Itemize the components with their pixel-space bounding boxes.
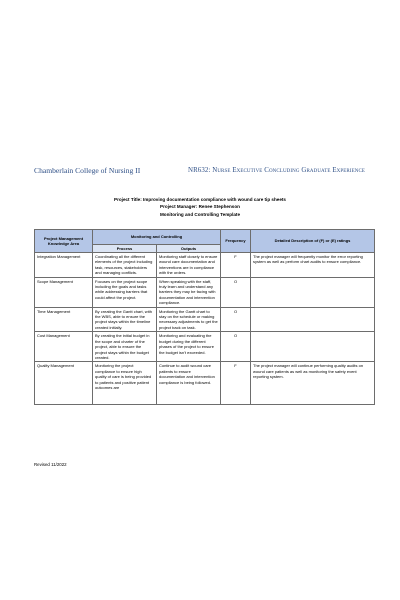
header-area: Project Management Knowledge Area bbox=[35, 230, 93, 253]
row-process: Monitoring the project compliance to ensure high quality of care is being provided to patients and positive patient outcomes are bbox=[95, 363, 152, 390]
row-description bbox=[251, 277, 375, 307]
header-description: Detailed Description of (F) or (E) ratings bbox=[251, 230, 375, 253]
row-outputs: When speaking with the staff, truly learn and understand any barriers they may be facing with documentation and intervention compliance. bbox=[157, 277, 221, 307]
row-description bbox=[251, 332, 375, 362]
row-frequency: O bbox=[221, 277, 251, 307]
college-name: Chamberlain College of Nursing II bbox=[34, 166, 141, 175]
row-frequency: O bbox=[221, 307, 251, 332]
row-area: Integration Management bbox=[35, 253, 93, 278]
row-process: Focuses on the project scope including the goals and tasks while addressing barriers that could affect the project. bbox=[93, 277, 157, 307]
header-row bbox=[35, 230, 375, 245]
row-description: The project manager will continue performing quality audits on wound care patients as well as monitoring the safety event reporting system. bbox=[251, 362, 375, 405]
row-frequency: O bbox=[221, 332, 251, 362]
row-area: Time Management bbox=[35, 307, 93, 332]
revision-note: Revised 11/2022 bbox=[34, 462, 67, 467]
table-row bbox=[35, 362, 375, 405]
header-process: Process bbox=[93, 245, 157, 253]
row-process-cell bbox=[93, 362, 157, 405]
row-process: By creating the initial budget in the scope and charter of the project, able to ensure the project stays within the budget created. bbox=[93, 332, 157, 362]
row-description: The project manager will frequently monitor the error reporting system as well as perform chart audits to ensure compliance. bbox=[251, 253, 375, 278]
table-row bbox=[35, 277, 375, 307]
row-outputs: Continue to audit wound care patients to ensure documentation and intervention compliance is being followed. bbox=[157, 362, 221, 405]
row-process: By creating the Gantt chart, with the WBS, able to ensure the project stays within the timeline created initially. bbox=[93, 307, 157, 332]
table-row bbox=[35, 307, 375, 332]
template-name: Monitoring and Controlling Template bbox=[159, 211, 241, 217]
row-outputs: Monitoring and evaluating the budget during the different phases of the project to ensure the budget isn't exceeded. bbox=[157, 332, 221, 362]
row-outputs: Monitoring staff closely to ensure wound care documentation and interventions are in compliance with the orders. bbox=[157, 253, 221, 278]
row-outputs: Monitoring the Gantt chart to stay on the schedule or making necessary adjustments to get the project back on task. bbox=[157, 307, 221, 332]
table-row bbox=[35, 332, 375, 362]
row-process: Coordinating all the different elements of the project including task, resources, stakeholders and managing conflicts. bbox=[93, 253, 157, 278]
header-monitoring: Monitoring and Controlling bbox=[93, 230, 221, 245]
row-area: Quality Management bbox=[35, 362, 93, 405]
course-title: NR632: Nurse Executive Concluding Graduate Experience bbox=[188, 167, 366, 174]
row-frequency: F bbox=[221, 253, 251, 278]
monitoring-table bbox=[34, 229, 375, 405]
row-description bbox=[251, 307, 375, 332]
table-row bbox=[35, 253, 375, 278]
row-area: Cost Management bbox=[35, 332, 93, 362]
project-manager: Project Manager: Renee Stephenson bbox=[160, 204, 240, 210]
row-area: Scope Management bbox=[35, 277, 93, 307]
project-title: Project Title: Improving documentation compliance with wound care tip sheets bbox=[114, 197, 286, 202]
row-frequency: F bbox=[221, 362, 251, 405]
header-outputs: Outputs bbox=[157, 245, 221, 253]
header-frequency: Frequency bbox=[221, 230, 251, 253]
title-block bbox=[0, 196, 400, 218]
